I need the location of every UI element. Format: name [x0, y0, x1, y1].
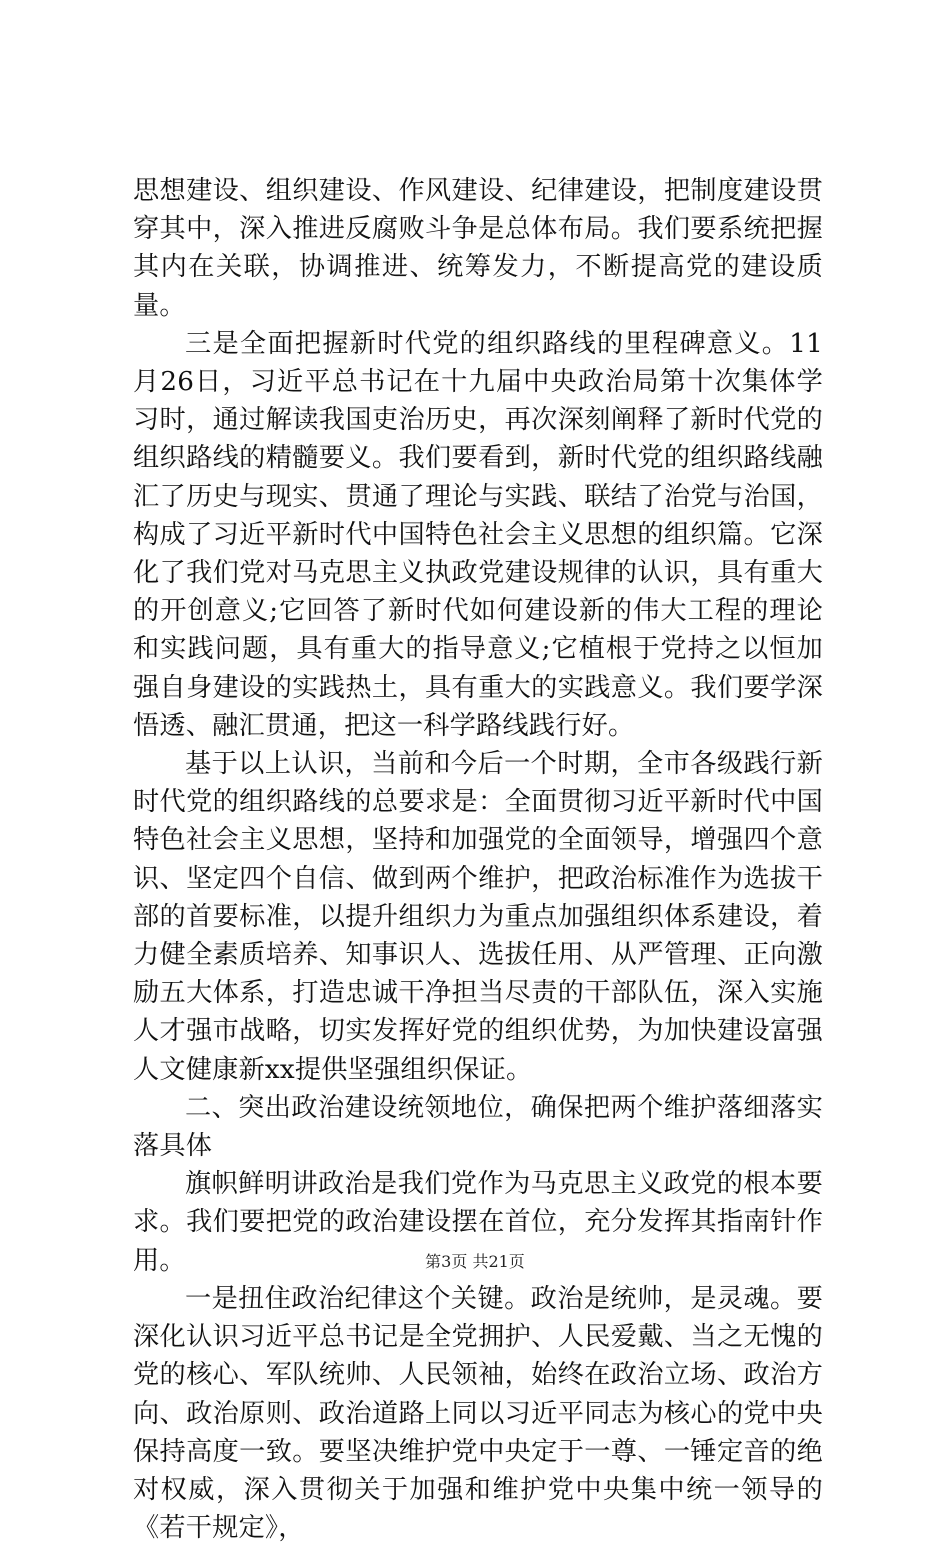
section-heading-political-construction: 二、突出政治建设统领地位，确保把两个维护落细落实落具体: [133, 1092, 823, 1162]
page-footer: [0, 1249, 950, 1272]
document-body: [133, 172, 823, 1547]
paragraph-general-requirements: 基于以上认识，当前和今后一个时期，全市各级践行新时代党的组织路线的总要求是：全面贯彻习近平新时代中国特色社会主义思想，坚持和加强党的全面领导，增强四个意识、坚定四个自信、做到两个维护，把政治标准作为选拔干部的首要标准，以提升组织力为重点加强组织体系建设，着力健全素质培养、知事识人、选拔任用、从严管理、正向激励五大体系，打造忠诚干净担当尽责的干部队伍，深入实施人才强市战略，切实发挥好党的组织优势，为加快建设富强人文健康新xx提供坚强组织保证。: [133, 749, 823, 1085]
paragraph-organization-line: 三是全面把握新时代党的组织路线的里程碑意义。11月26日，习近平总书记在十九届中央政治局第十次集体学习时，通过解读我国吏治历史，再次深刻阐释了新时代党的组织路线的精髓要义。我们要看到，新时代党的组织路线融汇了历史与现实、贯通了理论与实践、联结了治党与治国，构成了习近平新时代中国特色社会主义思想的组织篇。它深化了我们党对马克思主义执政党建设规律的认识，具有重大的开创意义;它回答了新时代如何建设新的伟大工程的理论和实践问题，具有重大的指导意义;它植根于党持之以恒加强自身建设的实践热土，具有重大的实践意义。我们要学深悟透、融汇贯通，把这一科学路线践行好。: [133, 328, 823, 741]
paragraph-continuation: 思想建设、组织建设、作风建设、纪律建设，把制度建设贯穿其中，深入推进反腐败斗争是总体布局。我们要系统把握其内在关联，协调推进、统筹发力，不断提高党的建设质量。: [133, 176, 823, 321]
page-number-label: 第3页 共21页: [425, 1252, 525, 1271]
paragraph-political-intro: 旗帜鲜明讲政治是我们党作为马克思主义政党的根本要求。我们要把党的政治建设摆在首位，充分发挥其指南针作用。: [133, 1169, 823, 1276]
paragraph-political-discipline: 一是扭住政治纪律这个关键。政治是统帅，是灵魂。要深化认识习近平总书记是全党拥护、人民爱戴、当之无愧的党的核心、军队统帅、人民领袖，始终在政治立场、政治方向、政治原则、政治道路上同以习近平同志为核心的党中央保持高度一致。要坚决维护党中央定于一尊、一锤定音的绝对权威，深入贯彻关于加强和维护党中央集中统一领导的《若干规定》，: [133, 1283, 823, 1544]
